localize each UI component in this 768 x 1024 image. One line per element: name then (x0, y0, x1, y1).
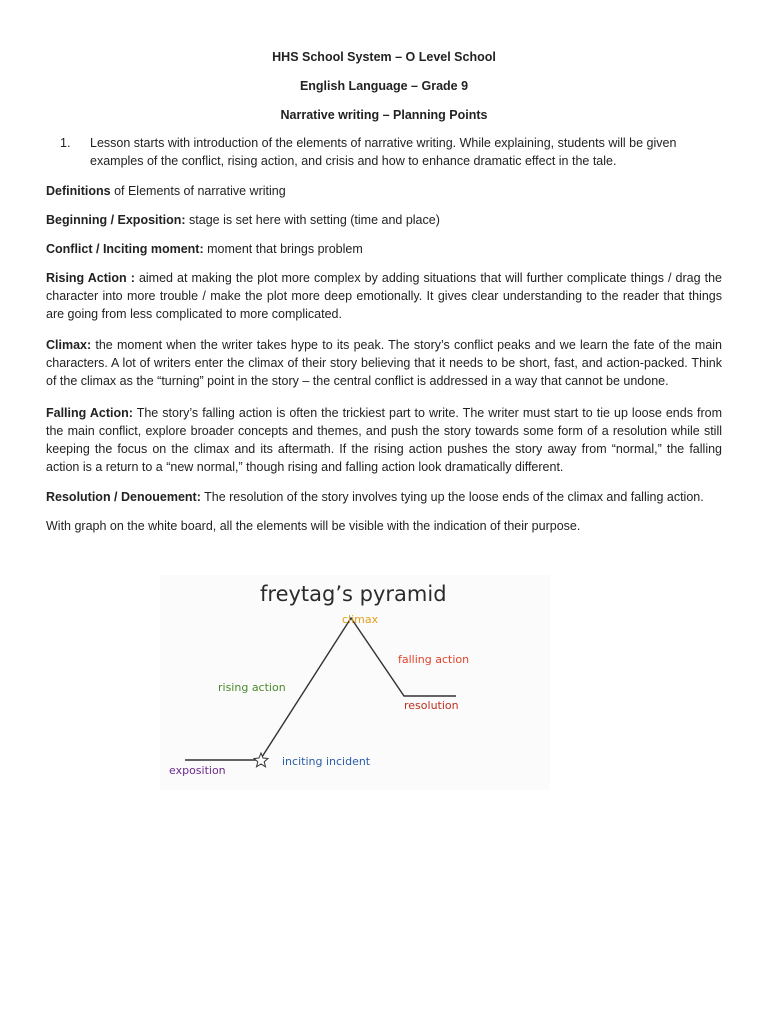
document-title: Narrative writing – Planning Points (280, 108, 488, 122)
definitions-text: of Elements of narrative writing (110, 184, 286, 198)
rising-action-term: Rising Action : (46, 271, 135, 285)
resolution-definition (46, 488, 722, 506)
conflict-definition (46, 240, 722, 258)
list-item (60, 134, 720, 170)
star-icon (254, 753, 268, 767)
exposition-label: exposition (169, 764, 226, 777)
falling-action-definition (46, 404, 722, 476)
school-name: HHS School System – O Level School (272, 50, 496, 64)
definitions-term: Definitions (46, 184, 111, 198)
list-text: Lesson starts with introduction of the elements of narrative writing. While explaining, students will be given examples of the conflict, rising action, and crisis and how to enhance dramatic effect in the tale. (90, 136, 677, 168)
exposition-term: Beginning / Exposition: (46, 213, 186, 227)
conflict-text: moment that brings problem (203, 242, 363, 256)
rising-action-definition (46, 269, 722, 323)
climax-definition (46, 336, 722, 390)
climax-text: the moment when the writer takes hype to its peak. The story’s conflict peaks and we learn the fate of the main characters. A lot of writers enter the climax of their story believing that it needs to be short, fast, and action-packed. Think of the climax as the “turning” point in the story – the central conflict is addressed in a way that cannot be undone. (46, 338, 722, 388)
subject-grade: English Language – Grade 9 (299, 79, 469, 93)
falling-action-term: Falling Action: (46, 406, 133, 420)
climax-term: Climax: (46, 338, 92, 352)
exposition-text: stage is set here with setting (time and place) (185, 213, 440, 227)
list-number: 1. (60, 136, 71, 150)
rising-action-text: aimed at making the plot more complex by adding situations that will further complicate things / drag the character into more trouble / make the plot more deep emotionally. It gives clear understanding to the reader that things are going from less complicated to more complicated. (46, 271, 722, 321)
climax-label: climax (342, 613, 379, 626)
resolution-label: resolution (404, 699, 459, 712)
inciting-incident-label: inciting incident (282, 755, 371, 768)
falling-action-text: The story’s falling action is often the trickiest part to write. The writer must start to tie up loose ends from the main conflict, explore broader concepts and themes, and push the story towards some form of a resolution while still keeping the focus on the climax and its aftermath. If the rising action pushes the story away from “normal,” the falling action is a return to a “new normal,” though rising and falling action look dramatically different. (46, 406, 722, 474)
diagram-title: freytag’s pyramid (260, 582, 447, 606)
conflict-term: Conflict / Inciting moment: (46, 242, 204, 256)
resolution-text: The resolution of the story involves tying up the loose ends of the climax and falling action. (200, 490, 704, 504)
resolution-term: Resolution / Denouement: (46, 490, 201, 504)
closing-paragraph: With graph on the white board, all the elements will be visible with the indication of their purpose. (46, 519, 581, 533)
definitions-heading (46, 182, 722, 200)
falling-action-label: falling action (398, 653, 470, 666)
rising-action-label: rising action (218, 681, 286, 694)
exposition-definition (46, 211, 722, 229)
freytag-pyramid-figure (160, 575, 550, 790)
